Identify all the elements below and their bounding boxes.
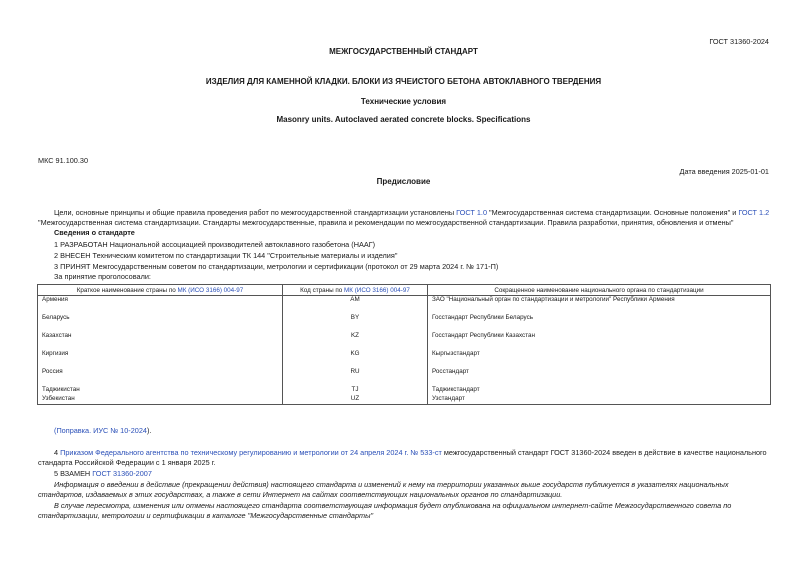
voting-countries-table [37, 284, 771, 405]
goals-text-2: "Межгосударственная система стандартизации. Основные положения" и [487, 208, 739, 217]
column-header-country: Краткое наименование страны по МК (ИСО 3166) 004-97 [38, 285, 283, 296]
document-title: ИЗДЕЛИЯ ДЛЯ КАМЕННОЙ КЛАДКИ. БЛОКИ ИЗ ЯЧЕИСТОГО БЕТОНА АВТОКЛАВНОГО ТВЕРДЕНИЯ [205, 77, 602, 86]
country-cell: Узбекистан [38, 395, 283, 405]
table-row [38, 341, 771, 350]
code-cell: RU [283, 368, 428, 377]
country-cell [38, 377, 283, 386]
code-cell [283, 341, 428, 350]
table-row [38, 305, 771, 314]
code-cell: UZ [283, 395, 428, 405]
table-row [38, 332, 771, 341]
code-cell: KZ [283, 332, 428, 341]
country-cell [38, 341, 283, 350]
revision-note-line2: стандартизации, метрологии и сертификации в каталоге "Межгосударственные стандарты" [38, 511, 374, 520]
mk-iso-link[interactable]: МК (ИСО 3166) 004-97 [177, 286, 244, 294]
document-number: ГОСТ 31360-2024 [709, 37, 769, 46]
item-3: 3 ПРИНЯТ Межгосударственным советом по стандартизации, метрологии и сертификации (протокол от 29 марта 2024 г. № 171-П) [54, 262, 499, 271]
order-link[interactable]: Приказом Федерального агентства по техническому регулированию и метрологии от 24 апреля 2024 г. № 533-ст [60, 448, 442, 457]
country-cell: Беларусь [38, 314, 283, 323]
amendment-note: (Поправка. ИУС № 10-2024). [54, 426, 152, 435]
code-cell [283, 359, 428, 368]
body-cell: Кыргызстандарт [428, 350, 771, 359]
body-cell [428, 341, 771, 350]
body-cell: Таджикстандарт [428, 386, 771, 395]
body-cell [428, 377, 771, 386]
table-row [38, 314, 771, 323]
replaced-gost-link[interactable]: ГОСТ 31360-2007 [92, 469, 152, 478]
body-cell [428, 359, 771, 368]
country-cell: Россия [38, 368, 283, 377]
table-row [38, 359, 771, 368]
item-5: 5 ВЗАМЕН ГОСТ 31360-2007 [54, 469, 152, 478]
goals-paragraph-line2: "Межгосударственная система стандартизации. Стандарты межгосударственные, правила и рекомендации по межгосударственной стандартизации. Правила разработки, принятия, обновления и отмены" [38, 218, 734, 227]
code-cell: TJ [283, 386, 428, 395]
goals-paragraph [54, 208, 769, 219]
country-cell [38, 323, 283, 332]
revision-note-line1: В случае пересмотра, изменения или отмены настоящего стандарта соответствующая информация будет опубликована на официальном интернет-сайте Межгосударственного совета по [54, 501, 732, 510]
item-4: 4 Приказом Федерального агентства по техническому регулированию и метрологии от 24 апреля 2024 г. № 533-ст межгосударственный стандарт ГОСТ 31360-2024 введен в действие в качестве национального [54, 448, 767, 457]
column-header-body: Сокращенное наименование национального органа по стандартизации [428, 285, 771, 296]
gost-1-2-link[interactable]: ГОСТ 1.2 [738, 208, 770, 217]
country-cell: Армения [38, 296, 283, 306]
mks-code: МКС 91.100.30 [38, 156, 89, 165]
country-cell [38, 359, 283, 368]
foreword-heading: Предисловие [376, 177, 431, 186]
body-cell [428, 305, 771, 314]
body-cell: Госстандарт Республики Беларусь [428, 314, 771, 323]
introduction-date: Дата введения 2025-01-01 [679, 167, 769, 176]
item-1: 1 РАЗРАБОТАН Национальной ассоциацией производителей автоклавного газобетона (НААГ) [54, 240, 376, 249]
table-row [38, 323, 771, 332]
table-row [38, 386, 771, 395]
english-title: Masonry units. Autoclaved aerated concrete blocks. Specifications [276, 115, 531, 124]
info-heading: Сведения о стандарте [54, 228, 135, 237]
table-row [38, 395, 771, 405]
item-4-line2: стандарта Российской Федерации с 1 января 2025 г. [38, 458, 216, 467]
body-cell: Росстандарт [428, 368, 771, 377]
body-cell: ЗАО "Национальный орган по стандартизации и метрологии" Республики Армения [428, 296, 771, 306]
amendment-link[interactable]: Поправка. ИУС № 10-2024 [56, 426, 147, 435]
mk-iso-link[interactable]: МК (ИСО 3166) 004-97 [344, 286, 410, 294]
country-cell: Таджикистан [38, 386, 283, 395]
table-row [38, 350, 771, 359]
table-row [38, 377, 771, 386]
code-cell [283, 305, 428, 314]
code-cell [283, 323, 428, 332]
code-cell: AM [283, 296, 428, 306]
body-cell [428, 323, 771, 332]
table-row [38, 368, 771, 377]
code-cell: KG [283, 350, 428, 359]
body-cell: Госстандарт Республики Казахстан [428, 332, 771, 341]
item-2: 2 ВНЕСЕН Техническим комитетом по стандартизации ТК 144 "Строительные материалы и изделия" [54, 251, 398, 260]
gost-1-0-link[interactable]: ГОСТ 1.0 [456, 208, 487, 217]
publication-note-line1: Информация о введении в действие (прекращении действия) настоящего стандарта и изменений к нему на территории указанных выше государств публикуется в указателях национальных [54, 480, 729, 489]
body-cell: Узстандарт [428, 395, 771, 405]
code-cell: BY [283, 314, 428, 323]
code-cell [283, 377, 428, 386]
table-header-row [38, 285, 771, 296]
goals-text-1: Цели, основные принципы и общие правила проведения работ по межгосударственной стандартизации установлены [54, 208, 457, 217]
document-subtitle: Технические условия [360, 97, 447, 106]
publication-note-line2: стандартов, издаваемых в этих государствах, а также в сети Интернет на сайтах соответствующих национальных органов по стандартизации. [38, 490, 563, 499]
country-cell: Киргизия [38, 350, 283, 359]
standard-type: МЕЖГОСУДАРСТВЕННЫЙ СТАНДАРТ [329, 47, 478, 56]
country-cell [38, 305, 283, 314]
table-row [38, 296, 771, 306]
country-cell: Казахстан [38, 332, 283, 341]
voted-label: За принятие проголосовали: [54, 272, 151, 281]
column-header-code: Код страны по МК (ИСО 3166) 004-97 [283, 285, 428, 296]
